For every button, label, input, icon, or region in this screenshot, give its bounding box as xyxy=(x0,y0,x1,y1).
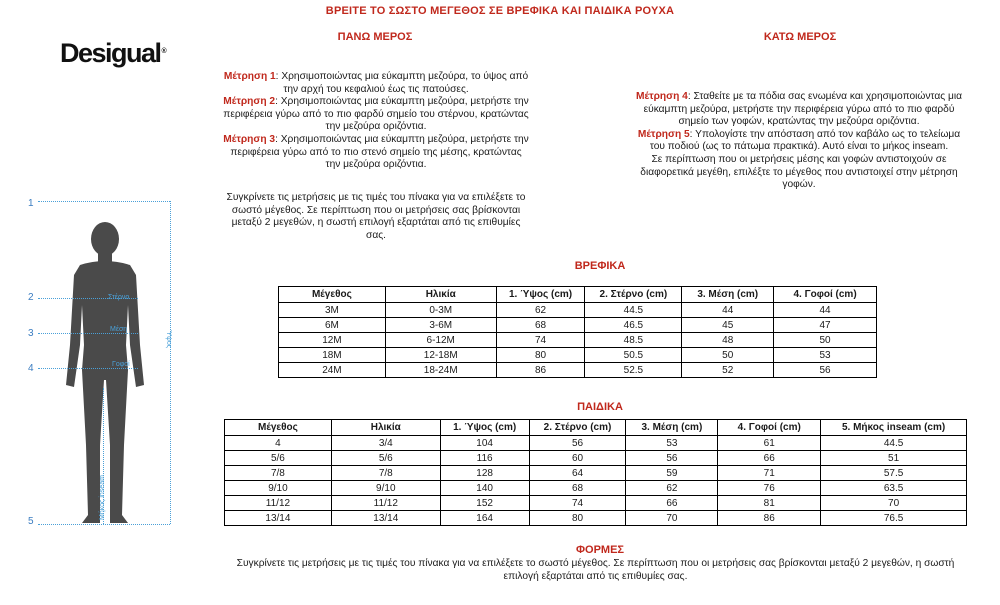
table-row xyxy=(225,496,967,511)
table-cell: 104 xyxy=(440,436,529,451)
header-size: Μέγεθος xyxy=(279,287,386,303)
baby-table-heading: ΒΡΕΦΙΚΑ xyxy=(574,260,626,272)
kids-size-table xyxy=(224,419,967,526)
header-age: Ηλικία xyxy=(331,420,440,436)
table-cell: 62 xyxy=(626,481,718,496)
header-waist: 3. Μέση (cm) xyxy=(626,420,718,436)
table-cell: 63.5 xyxy=(821,481,967,496)
top-section-instructions xyxy=(222,71,530,172)
measure-5-text: : Υπολογίστε την απόσταση από τον καβάλο ως το τελείωμα του ποδιού (ως το πάτωμα πρακτικά). Αυτό είναι το μήκος inseam. xyxy=(649,128,961,153)
table-cell: 86 xyxy=(496,363,585,378)
table-cell: 60 xyxy=(529,451,626,466)
measure-4-label: Μέτρηση 4 xyxy=(636,91,688,102)
registered-mark: ® xyxy=(161,48,167,55)
table-cell: 12M xyxy=(279,333,386,348)
formes-text: Συγκρίνετε τις μετρήσεις με τις τιμές του πίνακα για να επιλέξετε το σωστό μέγεθος. Σε περίπτωση που οι μετρήσεις σας βρίσκονται μεταξύ 2 μεγεθών, η σωστή επιλογή εξαρτάται από τις επιθυμίες σας. xyxy=(236,558,955,582)
table-cell: 68 xyxy=(529,481,626,496)
table-cell: 71 xyxy=(718,466,821,481)
baby-size-table xyxy=(278,286,877,378)
table-cell: 74 xyxy=(496,333,585,348)
table-cell: 7/8 xyxy=(225,466,332,481)
table-cell: 0-3M xyxy=(385,303,496,318)
table-cell: 13/14 xyxy=(225,511,332,526)
top-section-heading: ΠΑΝΩ ΜΕΡΟΣ xyxy=(337,31,413,43)
table-cell: 13/14 xyxy=(331,511,440,526)
table-cell: 51 xyxy=(821,451,967,466)
table-row xyxy=(225,436,967,451)
table-cell: 80 xyxy=(496,348,585,363)
table-cell: 50 xyxy=(774,333,877,348)
table-cell: 46.5 xyxy=(585,318,682,333)
figure-number-2: 2 xyxy=(28,292,34,303)
table-cell: 66 xyxy=(626,496,718,511)
table-cell: 86 xyxy=(718,511,821,526)
table-cell: 70 xyxy=(821,496,967,511)
measure-5-label: Μέτρηση 5 xyxy=(637,128,690,140)
table-cell: 48.5 xyxy=(585,333,682,348)
measure-4-text: : Σταθείτε με τα πόδια σας ενωμένα και χρησιμοποιώντας μια εύκαμπτη μεζούρα, μετρήστε την περιφέρεια γύρω από το πιο φαρδύ σημείο των γοφών, κρατώντας την μεζούρα οριζόντια. xyxy=(643,91,962,128)
table-cell: 9/10 xyxy=(225,481,332,496)
table-cell: 56 xyxy=(774,363,877,378)
height-measure-line xyxy=(170,201,171,524)
header-height: 1. Ύψος (cm) xyxy=(440,420,529,436)
formes-heading: ΦΟΡΜΕΣ xyxy=(575,544,625,556)
table-cell: 116 xyxy=(440,451,529,466)
measure-3-text: : Χρησιμοποιώντας μια εύκαμπτη μεζούρα, μετρήστε την περιφέρεια γύρω από το πιο στενό σημείο της μέσης, κρατώντας την μεζούρα οριζόντια. xyxy=(230,133,529,171)
table-row xyxy=(225,451,967,466)
table-header-row xyxy=(279,287,877,303)
table-cell: 6M xyxy=(279,318,386,333)
top-compare-text: Συγκρίνετε τις μετρήσεις με τις τιμές του πίνακα για να επιλέξετε το σωστό μέγεθος. Σε περίπτωση που οι μετρήσεις σας βρίσκονται μεταξύ 2 μεγεθών, η σωστή επιλογή εξαρτάται από τις επιθυμίες σας. xyxy=(226,192,526,241)
table-cell: 164 xyxy=(440,511,529,526)
table-cell: 44 xyxy=(774,303,877,318)
measure-1-label: Μέτρηση 1 xyxy=(223,71,276,82)
bottom-section-instructions xyxy=(634,91,964,192)
header-chest: 2. Στέρνο (cm) xyxy=(585,287,682,303)
height-label: Ύψος xyxy=(165,330,172,349)
table-cell: 76.5 xyxy=(821,511,967,526)
table-cell: 59 xyxy=(626,466,718,481)
table-cell: 50 xyxy=(682,348,774,363)
figure-number-4: 4 xyxy=(28,363,34,374)
header-chest: 2. Στέρνο (cm) xyxy=(529,420,626,436)
figure-number-3: 3 xyxy=(28,328,34,339)
measure-2-text: : Χρησιμοποιώντας μια εύκαμπτη μεζούρα, μετρήστε την περιφέρεια γύρω από το πιο φαρδύ σημείο του στέρνου, κρατώντας την μεζούρα οριζόντια. xyxy=(223,96,529,133)
table-cell: 18M xyxy=(279,348,386,363)
table-cell: 7/8 xyxy=(331,466,440,481)
header-age: Ηλικία xyxy=(385,287,496,303)
table-cell: 50.5 xyxy=(585,348,682,363)
table-cell: 81 xyxy=(718,496,821,511)
table-cell: 45 xyxy=(682,318,774,333)
table-cell: 5/6 xyxy=(225,451,332,466)
measure-3-label: Μέτρηση 3 xyxy=(223,133,276,145)
table-cell: 128 xyxy=(440,466,529,481)
hips-label: Γοφοί xyxy=(112,361,130,368)
header-waist: 3. Μέση (cm) xyxy=(682,287,774,303)
table-cell: 56 xyxy=(626,451,718,466)
page-title: ΒΡΕΙΤΕ ΤΟ ΣΩΣΤΟ ΜΕΓΕΘΟΣ ΣΕ ΒΡΕΦΙΚΑ ΚΑΙ ΠΑΙΔΙΚΑ ΡΟΥΧΑ xyxy=(325,5,675,17)
table-cell: 48 xyxy=(682,333,774,348)
inseam-label: Μήκος inseam xyxy=(99,475,106,520)
table-cell: 4 xyxy=(225,436,332,451)
table-cell: 5/6 xyxy=(331,451,440,466)
table-cell: 44 xyxy=(682,303,774,318)
header-inseam: 5. Μήκος inseam (cm) xyxy=(821,420,967,436)
table-cell: 6-12M xyxy=(385,333,496,348)
table-header-row xyxy=(225,420,967,436)
table-cell: 140 xyxy=(440,481,529,496)
table-cell: 70 xyxy=(626,511,718,526)
table-row xyxy=(279,333,877,348)
table-cell: 52.5 xyxy=(585,363,682,378)
figure-number-5: 5 xyxy=(28,516,34,527)
hips-measure-line xyxy=(38,368,138,369)
table-row xyxy=(225,481,967,496)
bottom-note-text: Σε περίπτωση που οι μετρήσεις μέσης και γοφών αντιστοιχούν σε διαφορετικά μεγέθη, επιλέξτε το μέγεθος που αντιστοιχεί στην μέτρηση γοφών. xyxy=(640,153,958,191)
header-hips: 4. Γοφοί (cm) xyxy=(718,420,821,436)
table-cell: 44.5 xyxy=(821,436,967,451)
table-cell: 80 xyxy=(529,511,626,526)
waist-measure-line xyxy=(38,333,138,334)
table-cell: 18-24M xyxy=(385,363,496,378)
table-cell: 76 xyxy=(718,481,821,496)
table-cell: 61 xyxy=(718,436,821,451)
table-cell: 11/12 xyxy=(225,496,332,511)
bottom-measure-line xyxy=(38,524,170,525)
table-cell: 12-18M xyxy=(385,348,496,363)
table-row xyxy=(225,511,967,526)
waist-label: Μέση xyxy=(110,326,128,333)
brand-logo xyxy=(60,38,167,69)
table-cell: 66 xyxy=(718,451,821,466)
table-cell: 64 xyxy=(529,466,626,481)
table-cell: 24M xyxy=(279,363,386,378)
table-cell: 56 xyxy=(529,436,626,451)
figure-number-1: 1 xyxy=(28,198,34,209)
table-row xyxy=(279,303,877,318)
table-cell: 53 xyxy=(626,436,718,451)
table-row xyxy=(225,466,967,481)
measure-1-text: : Χρησιμοποιώντας μια εύκαμπτη μεζούρα, το ύψος από την αρχή του κεφαλιού έως τις πατούσες. xyxy=(275,71,529,95)
table-cell: 44.5 xyxy=(585,303,682,318)
header-hips: 4. Γοφοί (cm) xyxy=(774,287,877,303)
table-cell: 3-6M xyxy=(385,318,496,333)
table-row xyxy=(279,348,877,363)
table-cell: 11/12 xyxy=(331,496,440,511)
table-cell: 3/4 xyxy=(331,436,440,451)
table-cell: 52 xyxy=(682,363,774,378)
chest-label: Στέρνο xyxy=(108,294,130,301)
table-cell: 9/10 xyxy=(331,481,440,496)
table-cell: 68 xyxy=(496,318,585,333)
header-size: Μέγεθος xyxy=(225,420,332,436)
table-cell: 57.5 xyxy=(821,466,967,481)
table-row xyxy=(279,363,877,378)
table-cell: 53 xyxy=(774,348,877,363)
top-measure-line xyxy=(38,201,170,202)
kids-table-heading: ΠΑΙΔΙΚΑ xyxy=(577,401,623,413)
table-cell: 3M xyxy=(279,303,386,318)
header-height: 1. Ύψος (cm) xyxy=(496,287,585,303)
table-cell: 152 xyxy=(440,496,529,511)
bottom-section-heading: ΚΑΤΩ ΜΕΡΟΣ xyxy=(763,31,837,43)
measure-2-label: Μέτρηση 2 xyxy=(223,96,276,108)
table-cell: 74 xyxy=(529,496,626,511)
table-row xyxy=(279,318,877,333)
table-cell: 62 xyxy=(496,303,585,318)
table-cell: 47 xyxy=(774,318,877,333)
logo-text: Desigual xyxy=(60,38,161,68)
